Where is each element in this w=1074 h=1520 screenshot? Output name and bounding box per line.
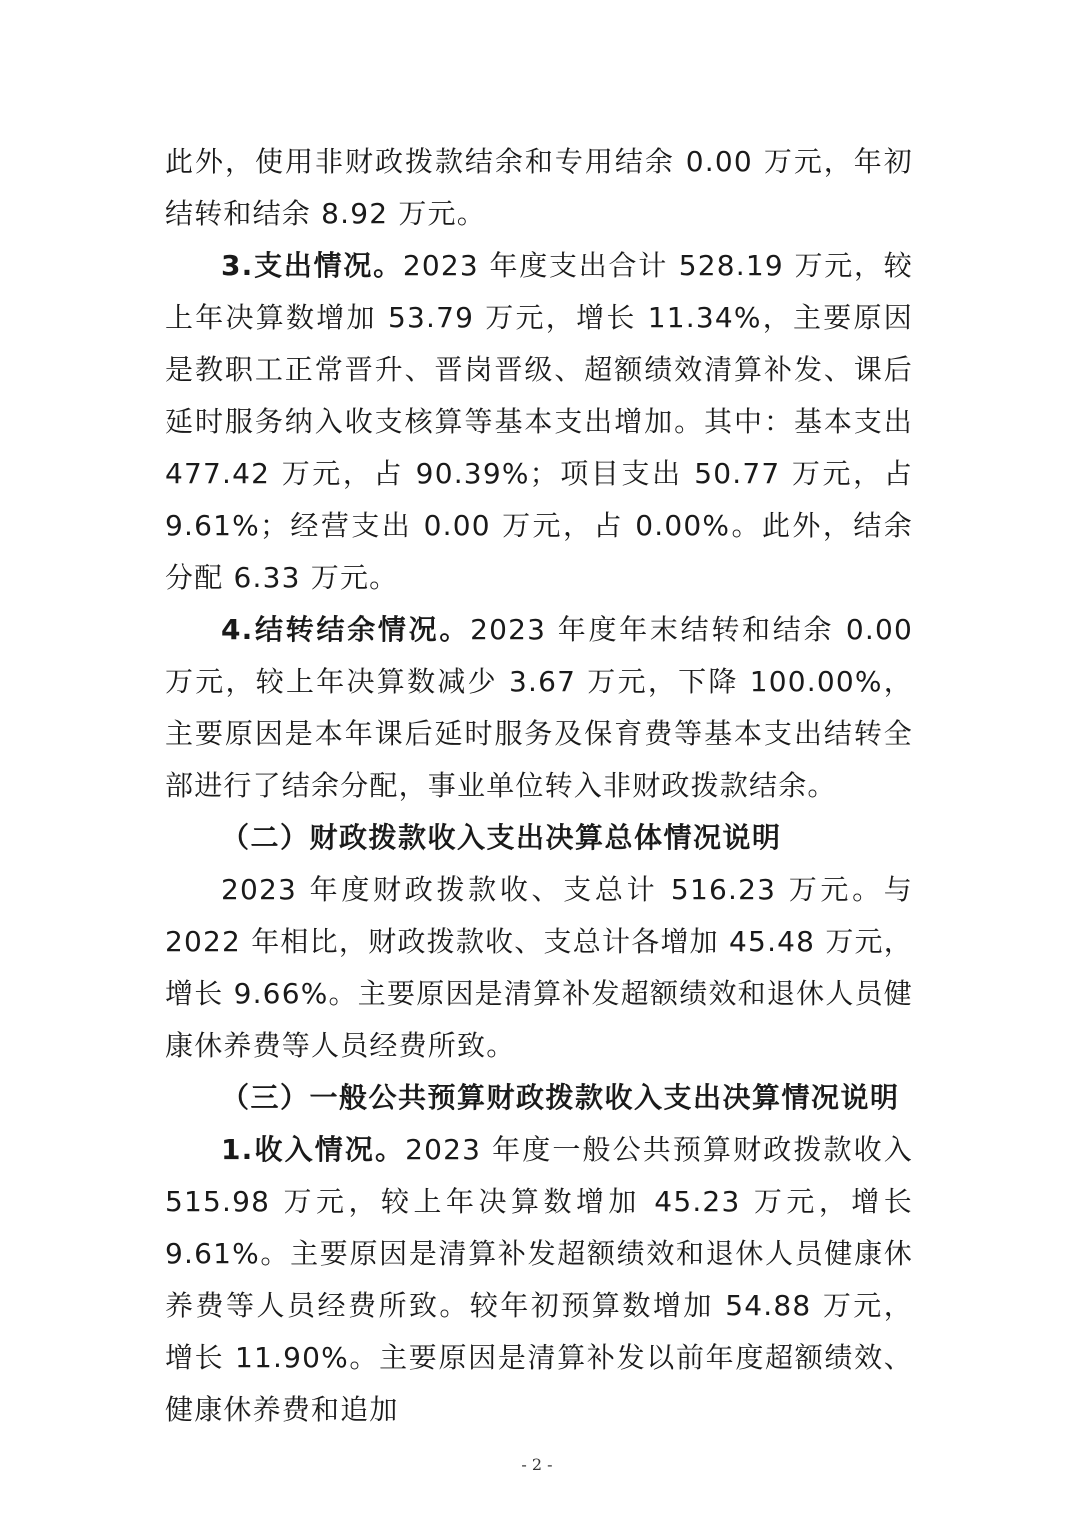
- page-number: - 2 -: [521, 1455, 553, 1474]
- paragraph-text: 2023 年度支出合计 528.19 万元，较上年决算数增加 53.79 万元，增长 11.34%，主要原因是教职工正常晋升、晋岗晋级、超额绩效清算补发、课后延时服务纳入收支核算等基本支出增加。其中：基本支出 477.42 万元，占 90.39%；项目支出 50.77 万元，占 9.61%；经营支出 0.00 万元，占 0.00%。此外，结余分配 6.33 万元。: [165, 249, 913, 594]
- heading-fiscal-overview: （二）财政拨款收入支出决算总体情况说明: [221, 821, 782, 854]
- paragraph-income: [165, 1124, 913, 1436]
- document-body: [165, 136, 913, 1436]
- section-lead-expenditure: 3.支出情况。: [221, 249, 403, 282]
- paragraph-text: 2023 年度财政拨款收、支总计 516.23 万元。与 2022 年相比，财政拨款收、支总计各增加 45.48 万元，增长 9.66%。主要原因是清算补发超额绩效和退休人员健康休养费等人员经费所致。: [165, 873, 913, 1062]
- paragraph-text: 2023 年度年末结转和结余 0.00 万元，较上年决算数减少 3.67 万元，下降 100.00%，主要原因是本年课后延时服务及保育费等基本支出结转全部进行了结余分配，事业单位转入非财政拨款结余。: [165, 613, 913, 802]
- heading-general-budget: （三）一般公共预算财政拨款收入支出决算情况说明: [221, 1081, 900, 1114]
- paragraph-expenditure: [165, 240, 913, 604]
- paragraph-fiscal-overview: [165, 864, 913, 1072]
- section-lead-carryover: 4.结转结余情况。: [221, 613, 471, 646]
- section-lead-income: 1.收入情况。: [221, 1133, 406, 1166]
- paragraph-carryover-balance: [165, 604, 913, 812]
- paragraph-nonfiscal-balance: [165, 136, 913, 240]
- paragraph-text: 2023 年度一般公共预算财政拨款收入 515.98 万元，较上年决算数增加 45.23 万元，增长 9.61%。主要原因是清算补发超额绩效和退休人员健康休养费等人员经费所致。较年初预算数增加 54.88 万元，增长 11.90%。主要原因是清算补发以前年度超额绩效、健康休养费和追加: [165, 1133, 913, 1426]
- paragraph-text: 此外，使用非财政拨款结余和专用结余 0.00 万元，年初结转和结余 8.92 万元。: [165, 145, 913, 230]
